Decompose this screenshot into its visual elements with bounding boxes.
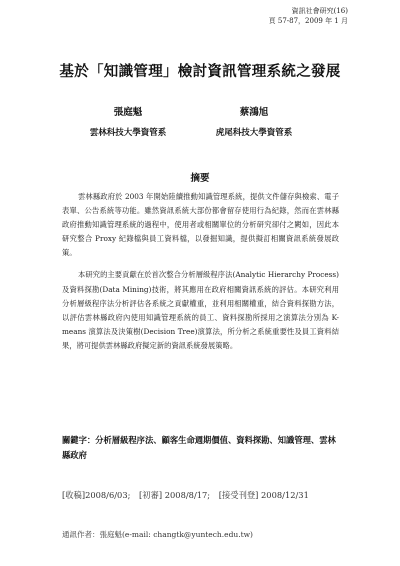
first-review-date: [初審] 2008/8/17; xyxy=(139,490,211,500)
corresponding-author: 通訊作者：張庭魁(e-mail: changtk@yuntech.edu.tw) xyxy=(62,530,253,539)
author-name: 張庭魁 xyxy=(113,107,143,118)
abstract-body xyxy=(62,190,339,361)
keywords: 關鍵字：分析層級程序法、顧客生命週期價值、資料探勘、知識管理、雲林縣政府 xyxy=(62,435,336,460)
page-range: 頁 57-87，2009 年 1 月 xyxy=(268,17,348,25)
accepted-date: [接受刊登] 2008/12/31 xyxy=(218,490,309,500)
received-date: [收稿]2008/6/03; xyxy=(62,490,131,500)
abstract-heading: 摘要 xyxy=(190,173,210,184)
author-affiliation: 虎尾科技大學資管系 xyxy=(215,128,293,138)
author-1 xyxy=(58,106,198,140)
author-affiliation: 雲林科技大學資管系 xyxy=(89,128,167,138)
author-block xyxy=(0,106,400,146)
abstract-paragraph-1: 雲林縣政府於 2003 年開始陸續推動知識管理系統，提供文件儲存與檢索、電子表單、公告系統等功能。雖然資訊系統大部份都會留存使用行為紀錄，然而在雲林縣政府推動知識管理系統的過程中，使用者或相關單位的分析研究卻付之闕如，因此本研究整合 Proxy 紀錄檔與員工資料檔，以發掘知識，提供擬訂相關資訊系統發展政策。 xyxy=(62,192,339,258)
paper-title: 基於「知識管理」檢討資訊管理系統之發展 xyxy=(59,63,341,80)
author-2 xyxy=(184,106,324,140)
submission-dates xyxy=(62,489,315,501)
author-name: 蔡鴻旭 xyxy=(239,107,269,118)
journal-header xyxy=(269,6,348,26)
abstract-paragraph-2: 本研究的主要貢獻在於首次整合分析層級程序法(Analytic Hierarchy Process)及資料探勘(Data Mining)技術，將其應用在政府相關資訊系統的評估。本研究利用分析層級程序法分析評估各系統之貢獻權重，並利用相關權重，結合資料探勘方法，以評估雲林縣政府內使用知識管理系統的員工、資料探勘所採用之演算法分別為 K-means 演算法及決策樹(Decision Tree)演算法，所分析之系統重要性及員工資料結果，將可提供雲林縣政府擬定新的資訊系統發展策略。 xyxy=(62,270,339,350)
journal-name: 資訊社會研究(16) xyxy=(291,7,348,15)
